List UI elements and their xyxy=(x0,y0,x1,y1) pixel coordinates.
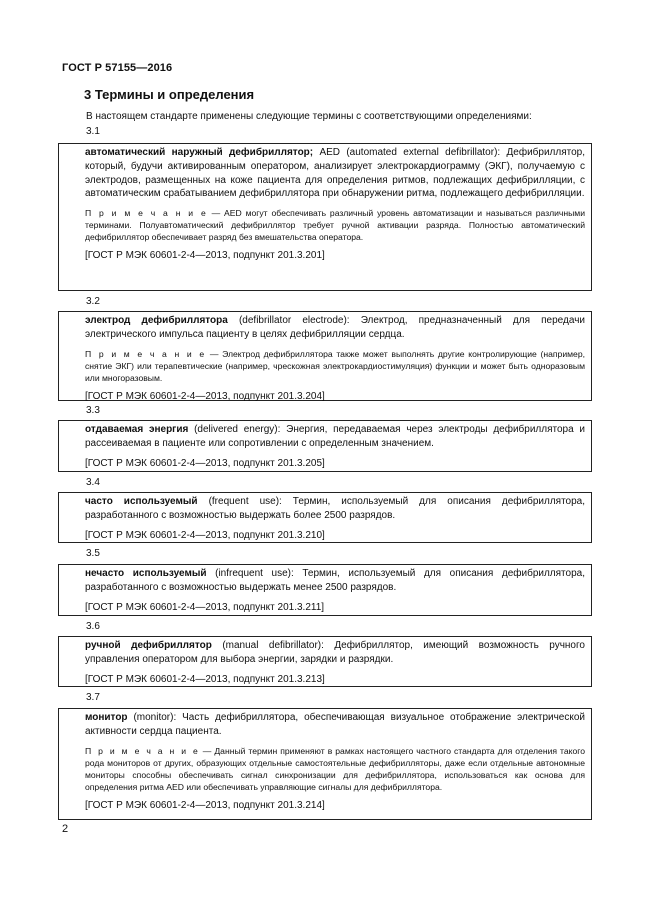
term-source: [ГОСТ Р МЭК 60601-2-4—2013, подпункт 201.3.213] xyxy=(85,673,325,685)
term-number: 3.7 xyxy=(86,692,100,703)
section-intro: В настоящем стандарте применены следующие термины с соответствующими определениями: xyxy=(86,111,532,122)
term-definition: ручной дефибриллятор (manual defibrillator): Дефибриллятор, имеющий возможность ручного управления оператором для выбора энергии, зарядки и разрядки. xyxy=(85,640,585,665)
term-name: отдаваемая энергия xyxy=(85,424,189,435)
term-number: 3.2 xyxy=(86,296,100,307)
term-source: [ГОСТ Р МЭК 60601-2-4—2013, подпункт 201.3.210] xyxy=(85,529,325,541)
term-name: ручной дефибриллятор xyxy=(85,640,212,651)
term-definition: монитор (monitor): Часть дефибриллятора, обеспечивающая визуальное отображение электрической активности сердца пациента. xyxy=(85,712,585,737)
term-number: 3.1 xyxy=(86,126,100,137)
term-number: 3.5 xyxy=(86,548,100,559)
term-source: [ГОСТ Р МЭК 60601-2-4—2013, подпункт 201.3.205] xyxy=(85,457,325,469)
term-source: [ГОСТ Р МЭК 60601-2-4—2013, подпункт 201.3.201] xyxy=(85,250,325,262)
term-box xyxy=(58,564,592,616)
term-box xyxy=(58,311,592,401)
term-box xyxy=(58,636,592,687)
term-name: монитор xyxy=(85,712,128,723)
term-name: автоматический наружный дефибриллятор; xyxy=(85,147,314,158)
term-box xyxy=(58,143,592,291)
term-definition: часто используемый (frequent use): Термин, используемый для описания дефибриллятора, разработанного с возможностью выдержать более 2500 разрядов. xyxy=(85,496,585,521)
term-box xyxy=(58,420,592,472)
term-source: [ГОСТ Р МЭК 60601-2-4—2013, подпункт 201.3.211] xyxy=(85,601,325,613)
term-definition: нечасто используемый (infrequent use): Термин, используемый для описания дефибриллятора, разработанного с возможностью выдержать менее 2500 разрядов. xyxy=(85,568,585,593)
term-number: 3.3 xyxy=(86,405,100,416)
term-source: [ГОСТ Р МЭК 60601-2-4—2013, подпункт 201.3.214] xyxy=(85,799,325,811)
term-definition: автоматический наружный дефибриллятор; AED (automated external defibrillator): Дефибриллятор, который, будучи активированным оператором, анализирует электрокардиограмму (ЭКГ), получаемую с электродов, размещенных на коже пациента для определения ритмов, подлежащих дефибрилляции, с автоматическим срабатыванием дефибриллятора при обнаружении ритма, подлежащего дефибрилляции. xyxy=(85,147,585,200)
term-definition: отдаваемая энергия (delivered energy): Энергия, передаваемая через электроды дефибриллятора и рассеиваемая в пациенте или сопротивлении с определенным значением. xyxy=(85,424,585,449)
term-box xyxy=(58,492,592,543)
term-name: часто используемый xyxy=(85,496,198,507)
document-header: ГОСТ Р 57155—2016 xyxy=(62,62,173,74)
term-source: [ГОСТ Р МЭК 60601-2-4—2013, подпункт 201.3.204] xyxy=(85,390,325,402)
term-name: нечасто используемый xyxy=(85,568,207,579)
term-number: 3.4 xyxy=(86,477,100,488)
term-note: П р и м е ч а н и е — AED могут обеспечивать различный уровень автоматизации и называться различными терминами. Полуавтоматический дефибриллятор требует ручной активации разряда. Полностью автоматический дефибриллятор обеспечивает разряд без вмешательства оператора. xyxy=(85,208,585,243)
term-note: П р и м е ч а н и е — Данный термин применяют в рамках настоящего частного стандарта для отделения такого рода мониторов от других, образующих отдельные самостоятельные дефибрилляторы, даже если отдельные автономные мониторы способны обеспечивать сигнал синхронизации для дефибриллятора, использоваться как основа для определения ритма AED или обеспечивать управляющие сигналы для дефибриллятора. xyxy=(85,745,585,792)
page-number: 2 xyxy=(62,823,69,835)
term-number: 3.6 xyxy=(86,621,100,632)
section-title: 3 Термины и определения xyxy=(84,87,255,102)
term-note: П р и м е ч а н и е — Электрод дефибриллятора также может выполнять другие контролирующие (например, снятие ЭКГ) или терапевтические (например, чрескожная электрокардиостимуляция) функции и может быть одноразовым или многоразовым. xyxy=(85,348,585,383)
term-definition: электрод дефибриллятора (defibrillator electrode): Электрод, предназначенный для передачи электрического импульса пациенту в целях дефибрилляции сердца. xyxy=(85,315,585,340)
term-box xyxy=(58,708,592,820)
term-name: электрод дефибриллятора xyxy=(85,315,228,326)
